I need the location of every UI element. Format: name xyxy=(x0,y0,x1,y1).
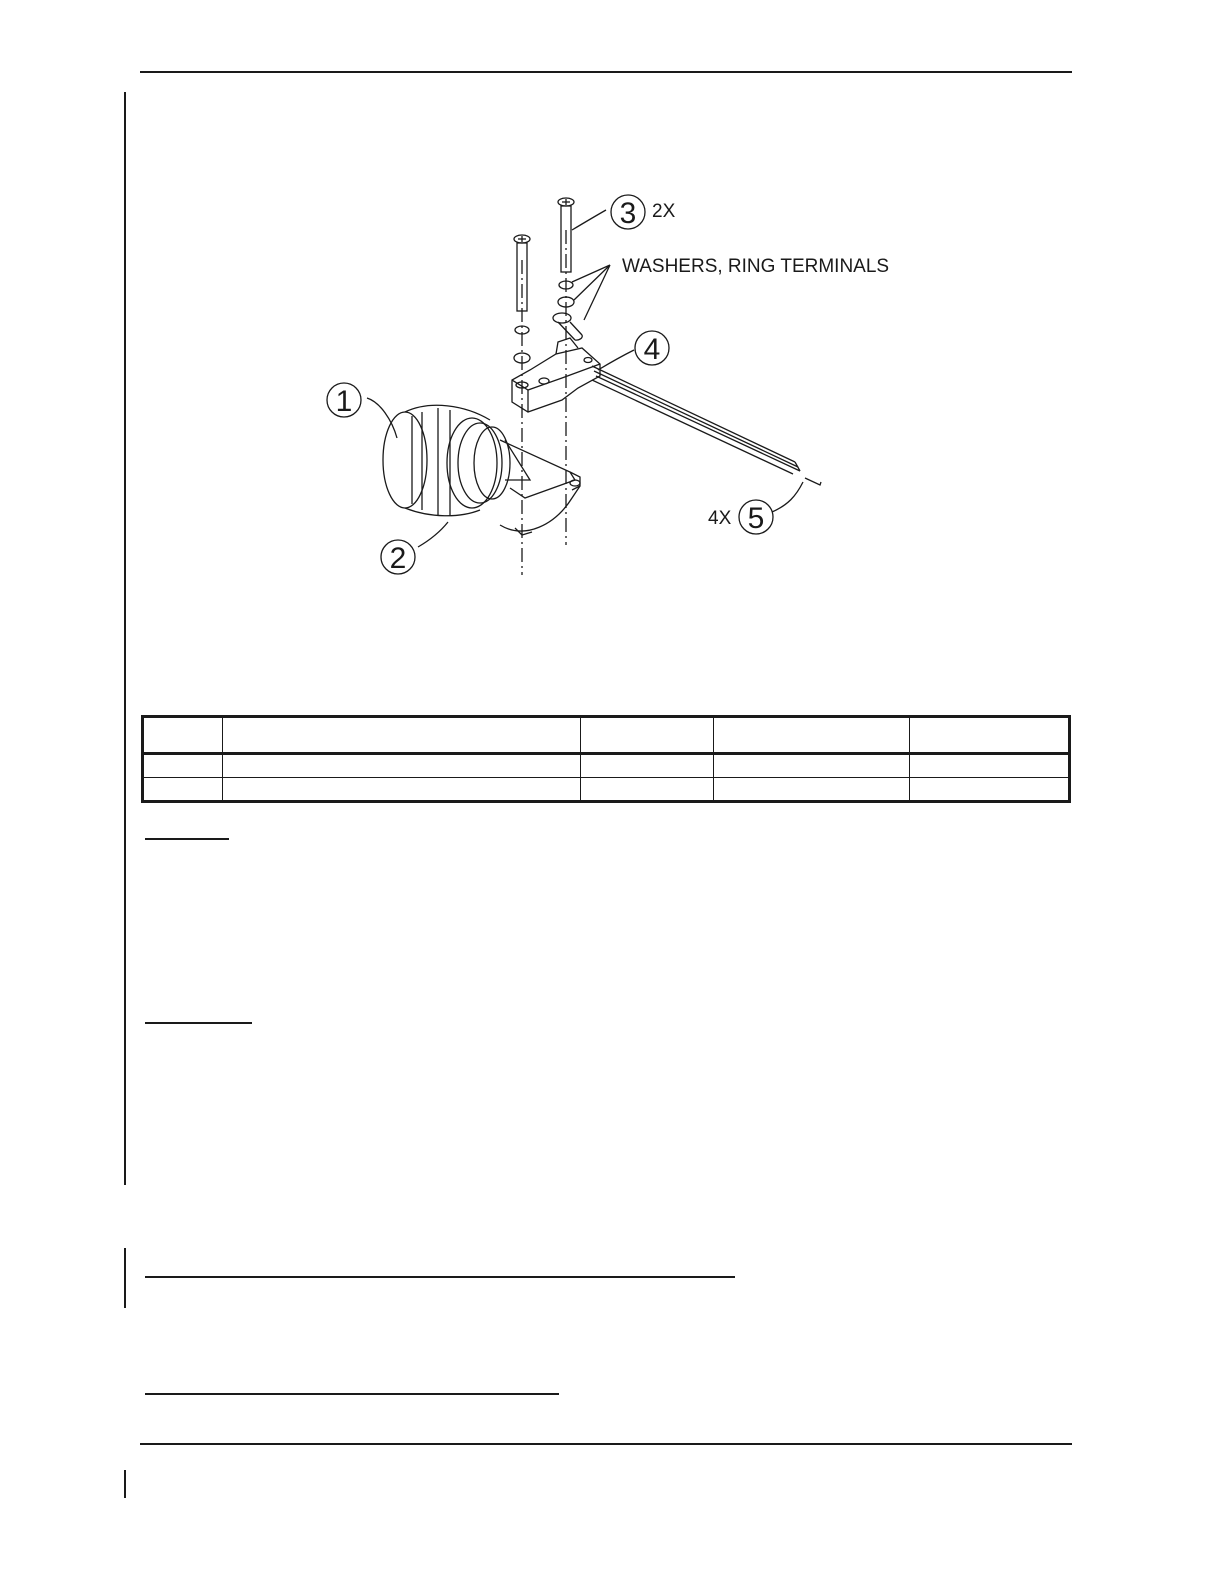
top-rule xyxy=(140,71,1072,73)
balloon-2-number: 2 xyxy=(389,542,407,575)
clamp-saddle xyxy=(500,440,580,535)
leader-line xyxy=(572,210,606,230)
leader-line xyxy=(572,265,610,320)
table-cell xyxy=(581,778,714,802)
leader-line xyxy=(367,398,397,438)
table-cell xyxy=(143,778,223,802)
change-bar xyxy=(124,92,126,1185)
balloon-1-number: 1 xyxy=(335,385,353,418)
table-cell xyxy=(714,778,910,802)
table-cell xyxy=(910,778,1070,802)
table-header-cell xyxy=(910,717,1070,754)
table-header-cell xyxy=(714,717,910,754)
ring-terminal xyxy=(553,313,571,323)
bottom-rule xyxy=(140,1443,1072,1445)
balloon-3-number: 3 xyxy=(619,197,637,230)
fitting-body xyxy=(383,405,510,516)
contact-pin xyxy=(805,478,821,485)
section-heading-underline xyxy=(145,1276,735,1278)
leader-line xyxy=(772,482,803,512)
exploded-assembly-drawing xyxy=(300,180,940,600)
table-cell xyxy=(143,754,223,778)
table-cell xyxy=(910,754,1070,778)
change-bar xyxy=(124,1470,126,1498)
mounting-bracket xyxy=(512,338,600,412)
section-heading-underline xyxy=(145,1393,559,1395)
callout-qty-4x: 4X xyxy=(708,508,732,529)
section-heading-underline xyxy=(145,1022,252,1024)
balloon-4-number: 4 xyxy=(643,333,661,366)
section-heading-underline xyxy=(145,838,229,840)
table-row xyxy=(143,754,1070,778)
table-header-cell xyxy=(143,717,223,754)
table-header-cell xyxy=(581,717,714,754)
table-row xyxy=(143,778,1070,802)
table-header-cell xyxy=(223,717,581,754)
leader-line xyxy=(598,350,634,370)
table-header-row xyxy=(143,717,1070,754)
table-cell xyxy=(581,754,714,778)
parts-table xyxy=(141,715,1071,803)
wire-bundle xyxy=(592,366,800,474)
change-bar xyxy=(124,1248,126,1308)
leader-line xyxy=(418,522,448,547)
table-cell xyxy=(223,754,581,778)
callout-qty-2x: 2X xyxy=(652,201,676,222)
callout-washers-ring-terminals: WASHERS, RING TERMINALS xyxy=(622,256,890,277)
table-cell xyxy=(223,778,581,802)
balloon-5-number: 5 xyxy=(747,502,765,535)
table-cell xyxy=(714,754,910,778)
